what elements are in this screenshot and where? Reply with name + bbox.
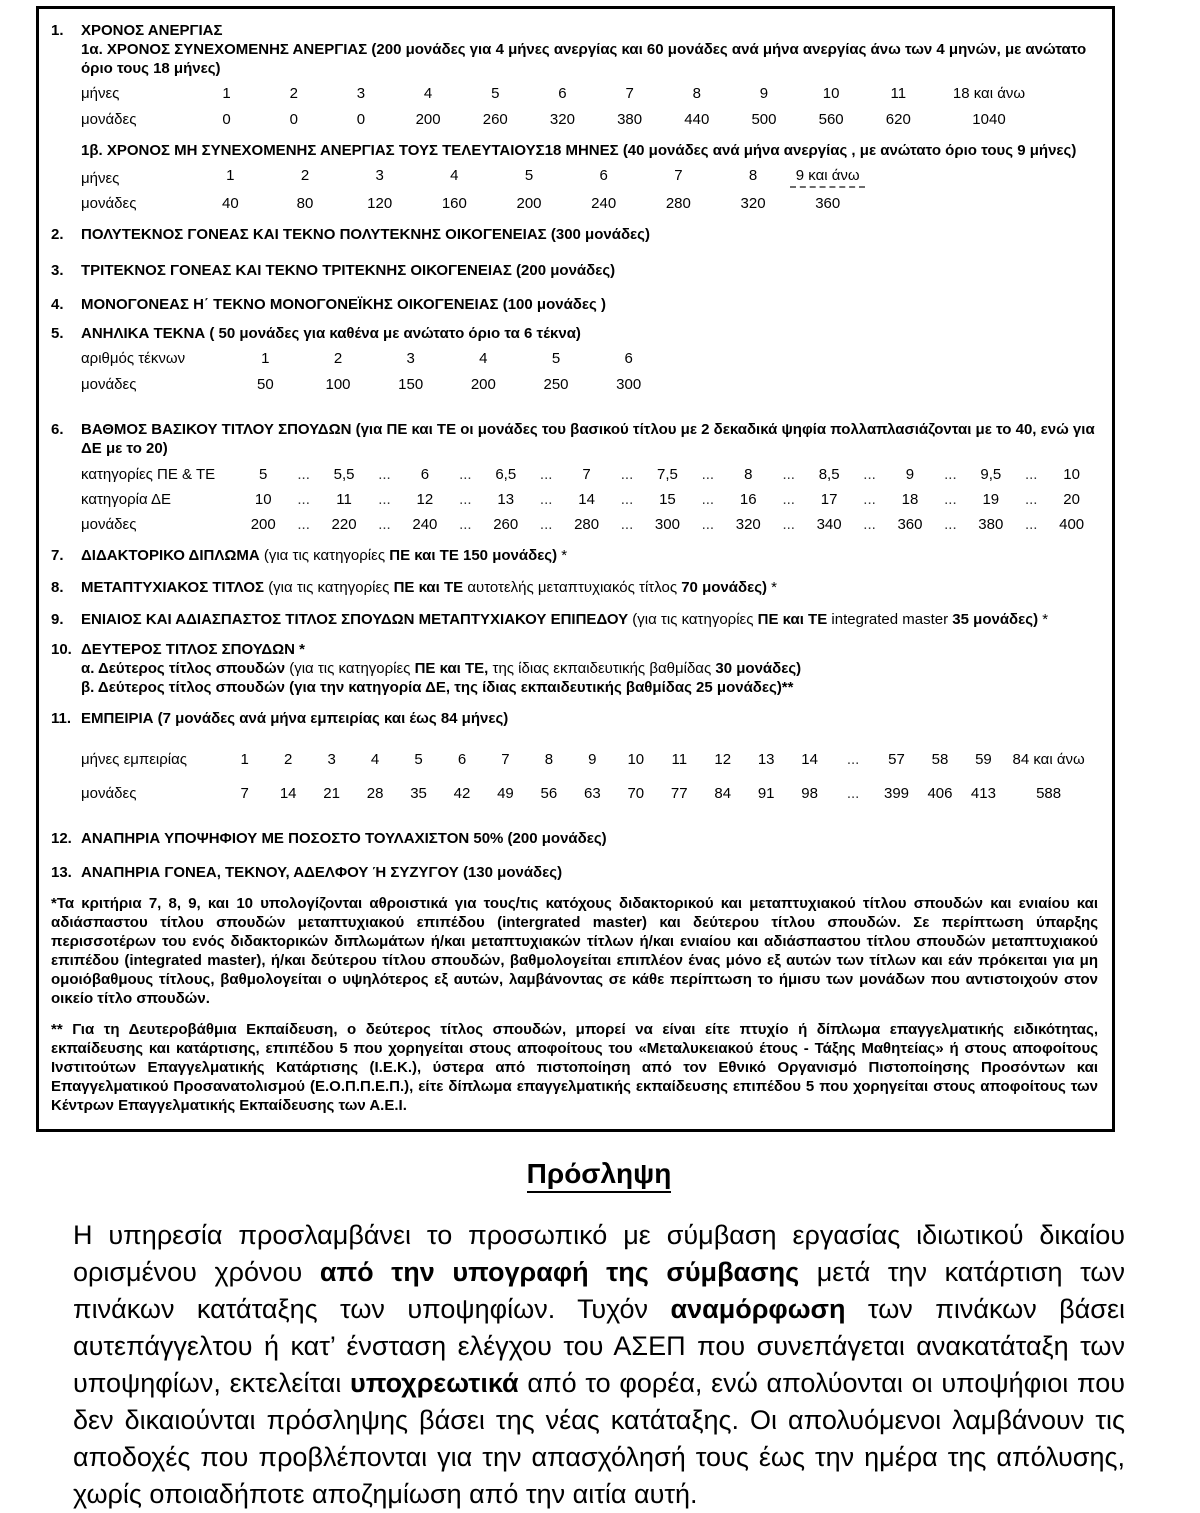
item-6-header: ΒΑΘΜΟΣ ΒΑΣΙΚΟΥ ΤΙΤΛΟΥ ΣΠΟΥΔΩΝ (για ΠΕ και ΤΕ οι μονάδες του βασικού τίτλου με 2 δεκαδικά ψηφία πολλαπλασιάζονται με το 40, ενώ για ΔΕ με το 20)	[81, 421, 1095, 457]
table-cell: 11	[890, 85, 907, 102]
table-cell: 400	[1059, 516, 1085, 533]
table-cell: 19	[982, 491, 1000, 508]
criteria-item-8	[51, 578, 1098, 597]
ellipsis: ...	[863, 516, 876, 533]
ellipsis: ...	[782, 491, 795, 508]
regular-segment: της ίδιας εκπαιδευτικής βαθμίδας	[492, 660, 716, 677]
ellipsis: ...	[378, 516, 391, 533]
criteria-item-12	[51, 829, 1098, 848]
table-cell: 160	[441, 195, 467, 212]
table-cell: 620	[885, 111, 911, 128]
item-number: 7.	[51, 547, 64, 564]
item-11-header: ΕΜΠΕΙΡΙΑ (7 μονάδες ανά μήνα εμπειρίας και έως 84 μήνες)	[81, 710, 509, 727]
regular-segment: (για τις κατηγορίες	[263, 547, 390, 564]
ellipsis: ...	[944, 516, 957, 533]
months-cells	[193, 166, 865, 188]
children-cells	[229, 349, 665, 368]
bold-segment: α. Δεύτερος τίτλος σπουδών	[81, 660, 290, 677]
ellipsis: ...	[846, 751, 860, 768]
table-cell: 300	[616, 376, 642, 393]
table-cell: 6	[558, 85, 567, 102]
table-cell: 220	[331, 516, 357, 533]
table-1a-points-row	[81, 110, 1098, 129]
table-11-points-row	[81, 784, 1098, 803]
criteria-item-1	[51, 21, 1098, 213]
table-cell: 100	[325, 376, 351, 393]
item-number: 12.	[51, 830, 72, 847]
points-cells	[193, 110, 1046, 129]
regular-segment: Η υπηρεσία προσλαμβάνει το προσωπικό με σύμβαση εργασίας ιδιωτικού δικαίου ορισμένου χρόνου	[73, 1220, 1125, 1287]
ellipsis: ...	[620, 466, 634, 483]
item-3-text: ΤΡΙΤΕΚΝΟΣ ΓΟΝΕΑΣ ΚΑΙ ΤΕΚΝΟ ΤΡΙΤΕΚΝΗΣ ΟΙΚΟΓΕΝΕΙΑΣ (200 μονάδες)	[81, 262, 616, 279]
table-cell: 7	[582, 466, 591, 483]
bold-segment: υποχρεωτικά	[350, 1368, 519, 1398]
item-9-text	[81, 610, 1098, 629]
bold-segment: ΔΙΔΑΚΤΟΡΙΚΟ ΔΙΠΛΩΜΑ	[81, 547, 264, 564]
ellipsis: ...	[297, 516, 310, 533]
table-cell: 57	[888, 751, 905, 768]
table-cell: 320	[735, 516, 761, 533]
ellipsis: ...	[1024, 491, 1038, 508]
criteria-box	[36, 6, 1115, 1132]
de-cells	[243, 490, 1092, 509]
regular-segment: (για τις κατηγορίες	[268, 579, 394, 596]
table-cell: 240	[591, 195, 617, 212]
points-cells	[229, 375, 665, 394]
asterisk-note: *	[557, 547, 568, 564]
table-cell: 21	[323, 785, 340, 802]
table-cell: 59	[975, 751, 992, 768]
item-number: 8.	[51, 579, 64, 596]
item-1a-header: 1α. ΧΡΟΝΟΣ ΣΥΝΕΧΟΜΕΝΗΣ ΑΝΕΡΓΙΑΣ (200 μονάδες για 4 μήνες ανεργίας και 60 μονάδες ανά μήνα ανεργίας άνω των 4 μηνών, με ανώτατο όριο τους 18 μήνες)	[81, 41, 1087, 77]
criteria-item-4	[51, 295, 1098, 314]
criteria-item-6	[51, 420, 1098, 534]
regular-segment: integrated master	[831, 611, 953, 628]
criteria-item-11	[51, 709, 1098, 803]
table-cell: 8	[544, 751, 554, 768]
table-cell: 4	[423, 85, 433, 102]
table-cell: 9	[759, 85, 769, 102]
table-cell: 58	[931, 751, 949, 768]
regular-segment: αυτοτελής μεταπτυχιακός τίτλος	[467, 579, 682, 596]
table-cell: 150	[398, 376, 424, 393]
item-10b-text: β. Δεύτερος τίτλος σπουδών (για την κατηγορία ΔΕ, της ίδιας εκπαιδευτικής βαθμίδας 25 μονάδες)**	[81, 679, 794, 696]
table-6-de-row	[81, 490, 1098, 509]
table-cell: 0	[356, 111, 366, 128]
table-cell: 500	[751, 111, 777, 128]
item-number: 6.	[51, 421, 64, 438]
ellipsis: ...	[863, 491, 876, 508]
table-cell: 1	[226, 167, 235, 184]
ellipsis: ...	[459, 466, 472, 483]
ellipsis: ...	[846, 785, 860, 802]
hiring-section	[73, 1158, 1125, 1193]
item-13-text: ΑΝΑΠΗΡΙΑ ΓΟΝΕΑ, ΤΕΚΝΟΥ, ΑΔΕΛΦΟΥ Ή ΣΥΖΥΓΟΥ (130 μονάδες)	[81, 864, 563, 881]
ellipsis: ...	[863, 466, 876, 483]
table-cell: 240	[412, 516, 438, 533]
table-cell: 6	[599, 167, 608, 184]
table-cell: 28	[366, 785, 384, 802]
points-cells	[193, 194, 865, 213]
table-cell: 360	[897, 516, 923, 533]
regular-segment: μετά την κατάρτιση των πινάκων κατάταξης των υποψηφίων. Τυχόν	[73, 1257, 1126, 1324]
ellipsis: ...	[782, 516, 795, 533]
table-cell: 7	[501, 751, 510, 768]
table-cell: 120	[367, 195, 393, 212]
table-cell: 5	[414, 751, 423, 768]
table-cell: 14	[578, 491, 595, 508]
item-number: 1.	[51, 22, 64, 39]
item-number: 10.	[51, 641, 72, 658]
table-cell: 406	[927, 785, 953, 802]
item-number: 2.	[51, 226, 64, 243]
ellipsis: ...	[378, 466, 391, 483]
table-cell: 320	[740, 195, 766, 212]
table-cell: 91	[757, 785, 775, 802]
row-label: μήνες εμπειρίας	[81, 751, 188, 768]
table-cell: 9	[905, 466, 915, 483]
row-label: μονάδες	[81, 376, 137, 393]
item-2-text: ΠΟΛΥΤΕΚΝΟΣ ΓΟΝΕΑΣ ΚΑΙ ΤΕΚΝΟ ΠΟΛΥΤΕΚΝΗΣ ΟΙΚΟΓΕΝΕΙΑΣ (300 μονάδες)	[81, 226, 650, 243]
ellipsis: ...	[539, 466, 553, 483]
regular-segment: των πινάκων βάσει αυτεπάγγελτου ή κατ’ ένσταση ελέγχου του ΑΣΕΠ που συνεπάγεται ανακατάταξη των υποψηφίων, εκτελείται	[73, 1294, 1125, 1398]
table-cell: 49	[497, 785, 514, 802]
item-number: 11.	[51, 710, 72, 727]
table-cell: 40	[221, 195, 239, 212]
table-cell: 260	[493, 516, 519, 533]
criteria-item-3	[51, 261, 1098, 280]
table-cell: 6	[624, 350, 633, 367]
table-6-pe-te-row	[81, 465, 1098, 484]
table-cell: 3	[327, 751, 336, 768]
table-cell: 80	[296, 195, 314, 212]
table-cell: 8,5	[818, 466, 840, 483]
table-cell: 1	[261, 350, 270, 367]
ellipsis: ...	[459, 491, 472, 508]
ellipsis: ...	[378, 491, 391, 508]
table-cell: 440	[684, 111, 710, 128]
table-cell: 3	[356, 85, 366, 102]
item-1b-header: 1β. ΧΡΟΝΟΣ ΜΗ ΣΥΝΕΧΟΜΕΝΗΣ ΑΝΕΡΓΙΑΣ ΤΟΥΣ ΤΕΛΕΥΤΑΙΟΥΣ18 ΜΗΝΕΣ (40 μονάδες ανά μήνα ανεργίας , με ανώτατο όριο τους 9 μήνες)	[81, 142, 1077, 159]
table-cell: 56	[540, 785, 558, 802]
row-label: κατηγορία ΔΕ	[81, 491, 171, 508]
table-cell: 200	[250, 516, 276, 533]
footnote-double-asterisk: ** Για τη Δευτεροβάθμια Εκπαίδευση, ο δεύτερος τίτλος σπουδών, μπορεί να είναι είτε πτυχίο ή δίπλωμα επαγγελματικής ειδικότητας, εκπαίδευσης και κατάρτισης, επιπέδου 5 που χορηγείται στους αποφοίτους του «Μεταλυκειακού έτους - Τάξης Μαθητείας» ή στους αποφοίτους Ινστιτούτων Επαγγελματικής Κατάρτισης (Ι.Ε.Κ.), ύστερα από πιστοποίηση από τον Εθνικό Οργανισμό Πιστοποίησης Προσόντων και Επαγγελματικού Προσανατολισμού (Ε.Ο.Π.Π.Ε.Π.), είτε δίπλωμα επαγγελματικής εκπαίδευσης επιπέδου 5 που χορηγείται στους αποφοίτους των Κέντρων Επαγγελματικής Εκπαίδευσης των Α.Ε.Ι.	[51, 1021, 1098, 1114]
table-cell: 0	[222, 111, 231, 128]
table-cell: 8	[748, 167, 758, 184]
table-cell: 10	[822, 85, 840, 102]
table-cell: 5	[524, 167, 534, 184]
table-cell: 2	[300, 167, 310, 184]
table-cell: 7	[674, 167, 683, 184]
table-cell: 6	[420, 466, 430, 483]
table-cell: 3	[375, 167, 384, 184]
table-cell: 6	[457, 751, 467, 768]
bold-segment: ΠΕ και ΤΕ	[757, 611, 832, 628]
table-cell: 5	[491, 85, 500, 102]
table-cell: 50	[256, 376, 274, 393]
table-cell: 200	[415, 111, 441, 128]
hiring-paragraph	[73, 1217, 1125, 1513]
hiring-heading: Πρόσληψη	[527, 1158, 672, 1193]
table-cell: 1	[222, 85, 231, 102]
row-label: μονάδες	[81, 195, 137, 212]
table-cell: 588	[1036, 785, 1062, 802]
item-10a-text	[81, 659, 1098, 678]
points-cells	[223, 784, 1092, 803]
table-cell: 4	[370, 751, 380, 768]
item-number: 13.	[51, 864, 72, 881]
table-cell: 4	[450, 167, 459, 184]
table-cell: 5,5	[333, 466, 355, 483]
table-cell: 260	[482, 111, 508, 128]
table-cell: 5	[259, 466, 268, 483]
document-page	[0, 6, 1200, 1509]
ellipsis: ...	[701, 491, 715, 508]
item-7-text	[81, 546, 1098, 565]
item-number: 3.	[51, 262, 64, 279]
regular-segment: (για τις κατηγορίες	[632, 611, 758, 628]
asterisk-note: *	[1038, 611, 1049, 628]
table-cell: 70	[627, 785, 645, 802]
table-cell: 8	[744, 466, 753, 483]
months-cells	[223, 750, 1092, 769]
row-label: μήνες	[81, 85, 120, 102]
table-cell: 14	[279, 785, 297, 802]
table-cell: 12	[714, 751, 732, 768]
months-cells	[193, 84, 1046, 103]
row-label: κατηγορίες ΠΕ & ΤΕ	[81, 466, 216, 483]
table-cell: 413	[970, 785, 996, 802]
item-number: 9.	[51, 611, 64, 628]
table-cell: 1040	[972, 111, 1006, 128]
ellipsis: ...	[1024, 466, 1038, 483]
row-label: μήνες	[81, 170, 120, 187]
table-cell: 560	[818, 111, 844, 128]
table-cell: 18	[901, 491, 919, 508]
table-1b-months-row	[81, 166, 1098, 188]
ellipsis: ...	[782, 466, 795, 483]
table-cell: 1	[240, 751, 249, 768]
item-1-title: ΧΡΟΝΟΣ ΑΝΕΡΓΙΑΣ	[81, 22, 223, 39]
table-11-months-row	[81, 750, 1098, 769]
ellipsis: ...	[1024, 516, 1038, 533]
table-cell: 98	[801, 785, 818, 802]
table-cell: 380	[978, 516, 1004, 533]
table-cell: 35	[410, 785, 427, 802]
row-label: μονάδες	[81, 111, 137, 128]
criteria-item-7	[51, 546, 1098, 565]
table-6-points-row	[81, 515, 1098, 534]
ellipsis: ...	[701, 466, 715, 483]
item-5-header: ΑΝΗΛΙΚΑ ΤΕΚΝΑ ( 50 μονάδες για καθένα με ανώτατο όριο τα 6 τέκνα)	[81, 325, 581, 342]
table-cell: 84 και άνω	[1012, 751, 1085, 768]
table-cell: 15	[659, 491, 676, 508]
table-cell: 280	[665, 195, 691, 212]
item-12-text: ΑΝΑΠΗΡΙΑ ΥΠΟΨΗΦΙΟΥ ΜΕ ΠΟΣΟΣΤΟ ΤΟΥΛΑΧΙΣΤΟΝ 50% (200 μονάδες)	[81, 830, 607, 847]
bold-segment: 30 μονάδες)	[715, 660, 802, 677]
footnote-single-asterisk: *Τα κριτήρια 7, 8, 9, και 10 υπολογίζονται αθροιστικά για τους/τις κατόχους διδακτορικού και μεταπτυχιακού τίτλου σπουδών και ενιαίου και αδιάσπαστου τίτλου σπουδών μεταπτυχιακού επιπέδου (intergrated master) και δεύτερου τίτλου σπουδών. Σε περίπτωση ύπαρξης περισσοτέρων του ενός διδακτορικών διπλωμάτων ή/και μεταπτυχιακών τίτλων ή/και ενιαίου και αδιάσπαστου τίτλου σπουδών μεταπτυχιακού επιπέδου (integrated master), ή/και δεύτερου τίτλου σπουδών, βαθμολογείται επιπλέον ένας μόνο εξ αυτών των τίτλων και εάν πρόκειται για μη ομοιόβαθμους τίτλους, βαθμολογείται ο υψηλότερος εξ αυτών, λαμβάνοντας σε κάθε περίπτωση το ήμισυ των μονάδων που αντιστοιχούν στον οικείο τίτλο σπουδών.	[51, 895, 1098, 1007]
table-cell: 360	[815, 195, 841, 212]
criteria-item-2	[51, 225, 1098, 244]
table-cell: 8	[692, 85, 701, 102]
table-cell: 6,5	[495, 466, 517, 483]
bold-segment: 70 μονάδες)	[681, 579, 767, 596]
ellipsis: ...	[297, 491, 310, 508]
ellipsis: ...	[944, 466, 957, 483]
table-cell: 340	[816, 516, 842, 533]
table-cell: 84	[714, 785, 732, 802]
points-cells	[243, 515, 1092, 534]
table-cell: 5	[551, 350, 561, 367]
asterisk-note: *	[767, 579, 778, 596]
table-5-children-row	[81, 349, 1098, 368]
table-1a-months-row	[81, 84, 1098, 103]
table-cell: 77	[670, 785, 688, 802]
table-cell: 320	[549, 111, 575, 128]
table-cell: 2	[333, 350, 343, 367]
table-cell: 10	[254, 491, 272, 508]
table-cell: 200	[470, 376, 496, 393]
table-cell: 2	[284, 751, 293, 768]
bold-segment: ΠΕ και ΤΕ,	[414, 660, 493, 677]
table-cell: 12	[416, 491, 434, 508]
ellipsis: ...	[459, 516, 472, 533]
table-cell: 17	[820, 491, 838, 508]
criteria-item-9	[51, 610, 1098, 629]
table-cell: 0	[289, 111, 298, 128]
table-cell: 16	[739, 491, 757, 508]
criteria-item-13	[51, 863, 1098, 882]
table-cell: 9 και άνω	[790, 166, 865, 188]
ellipsis: ...	[539, 516, 553, 533]
item-number: 4.	[51, 296, 64, 313]
row-label: μονάδες	[81, 785, 137, 802]
row-label: αριθμός τέκνων	[81, 350, 186, 367]
item-4-text: ΜΟΝΟΓΟΝΕΑΣ Η΄ ΤΕΚΝΟ ΜΟΝΟΓΟΝΕΪΚΗΣ ΟΙΚΟΓΕΝΕΙΑΣ (100 μονάδες )	[81, 296, 606, 313]
criteria-item-5	[51, 324, 1098, 394]
regular-segment: (για τις κατηγορίες	[289, 660, 415, 677]
bold-segment: από την υπογραφή της σύμβασης	[319, 1257, 800, 1287]
table-cell: 7	[240, 785, 249, 802]
table-cell: 399	[884, 785, 910, 802]
table-cell: 7,5	[657, 466, 678, 483]
table-cell: 18 και άνω	[952, 85, 1026, 102]
table-cell: 11	[336, 491, 352, 508]
ellipsis: ...	[539, 491, 553, 508]
table-cell: 10	[1063, 466, 1080, 483]
item-10-header: ΔΕΥΤΕΡΟΣ ΤΙΤΛΟΣ ΣΠΟΥΔΩΝ *	[81, 641, 305, 658]
table-cell: 380	[617, 111, 643, 128]
bold-segment: 35 μονάδες)	[952, 611, 1039, 628]
row-label: μονάδες	[81, 516, 137, 533]
table-cell: 10	[627, 751, 645, 768]
item-8-text	[81, 578, 1098, 597]
table-cell: 250	[543, 376, 569, 393]
table-cell: 13	[757, 751, 775, 768]
ellipsis: ...	[944, 491, 957, 508]
bold-segment: ΜΕΤΑΠΤΥΧΙΑΚΟΣ ΤΙΤΛΟΣ	[81, 579, 269, 596]
table-5-points-row	[81, 375, 1098, 394]
table-cell: 11	[671, 751, 688, 768]
criteria-item-10	[51, 640, 1098, 697]
table-cell: 13	[497, 491, 515, 508]
regular-segment: από το φορέα, ενώ απολύονται οι υποψήφιοι που δεν δικαιούνται πρόσληψης βάσει της νέας κατάταξης. Οι απολυόμενοι λαμβάνουν τις αποδοχές που προβλέπονται για την απασχόλησή τους έως την ημέρα της απόλυσης, χωρίς οποιαδήποτε αποζημίωση από την αιτία αυτή.	[73, 1368, 1125, 1509]
table-cell: 4	[479, 350, 488, 367]
ellipsis: ...	[620, 491, 634, 508]
ellipsis: ...	[701, 516, 715, 533]
table-1b-points-row	[81, 194, 1098, 213]
ellipsis: ...	[297, 466, 310, 483]
bold-segment: ΕΝΙΑΙΟΣ ΚΑΙ ΑΔΙΑΣΠΑΣΤΟΣ ΤΙΤΛΟΣ ΣΠΟΥΔΩΝ ΜΕΤΑΠΤΥΧΙΑΚΟΥ ΕΠΙΠΕΔΟΥ	[81, 611, 633, 628]
table-cell: 9,5	[980, 466, 1002, 483]
bold-segment: ΠΕ και ΤΕ 150 μονάδες)	[389, 547, 558, 564]
pe-te-cells	[243, 465, 1092, 484]
item-number: 5.	[51, 325, 64, 342]
table-cell: 20	[1063, 491, 1080, 508]
table-cell: 300	[654, 516, 680, 533]
bold-segment: ΠΕ και ΤΕ	[393, 579, 468, 596]
table-cell: 2	[289, 85, 298, 102]
table-cell: 63	[584, 785, 601, 802]
table-cell: 7	[625, 85, 634, 102]
table-cell: 14	[801, 751, 818, 768]
table-cell: 280	[574, 516, 600, 533]
table-cell: 3	[406, 350, 415, 367]
bold-segment: αναμόρφωση	[670, 1294, 846, 1324]
table-cell: 42	[453, 785, 471, 802]
ellipsis: ...	[620, 516, 634, 533]
table-cell: 9	[588, 751, 597, 768]
table-cell: 200	[516, 195, 542, 212]
